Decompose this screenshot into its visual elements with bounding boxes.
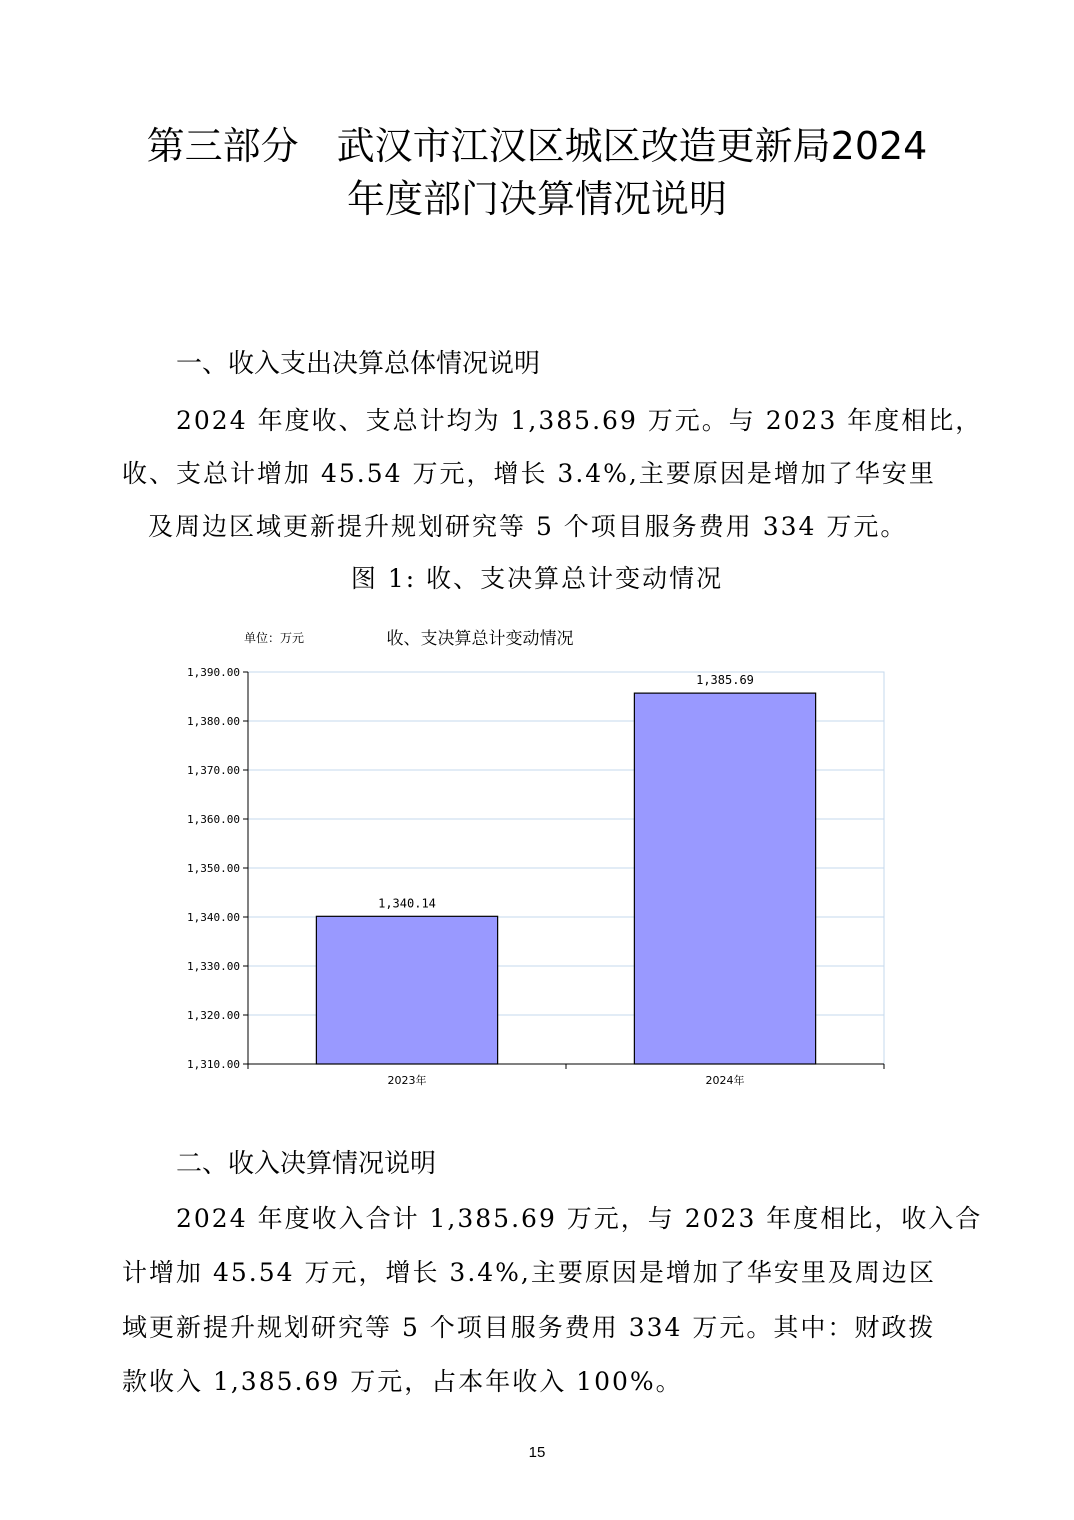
section-2-line-3: 域更新提升规划研究等 5 个项目服务费用 334 万元。其中：财政拨 — [122, 1313, 936, 1342]
y-tick-label: 1,360.00 — [187, 813, 240, 826]
figure-caption: 图 1: 收、支决算总计变动情况 — [350, 564, 724, 593]
y-tick-label: 1,330.00 — [187, 960, 240, 973]
x-tick-label: 2023年 — [387, 1074, 427, 1087]
section-1-line-1: 2024 年度收、支总计均为 1,385.69 万元。与 2023 年度相比， — [176, 406, 983, 435]
bar — [634, 693, 815, 1064]
chart-unit-label: 单位：万元 — [244, 631, 305, 645]
bar-data-label: 1,340.14 — [378, 896, 436, 911]
section-1-line-3: 及周边区域更新提升规划研究等 5 个项目服务费用 334 万元。 — [148, 512, 908, 541]
y-tick-label: 1,370.00 — [187, 764, 240, 777]
y-tick-label: 1,340.00 — [187, 911, 240, 924]
y-tick-label: 1,380.00 — [187, 715, 240, 728]
y-tick-label: 1,390.00 — [187, 666, 240, 679]
bar-data-label: 1,385.69 — [696, 673, 754, 688]
section-2-heading: 二、收入决算情况说明 — [176, 1149, 437, 1179]
section-1-heading: 一、收入支出决算总体情况说明 — [176, 349, 541, 379]
y-tick-label: 1,350.00 — [187, 862, 240, 875]
section-2-line-2: 计增加 45.54 万元，增长 3.4%,主要原因是增加了华安里及周边区 — [122, 1258, 936, 1287]
page-number: 15 — [528, 1444, 546, 1461]
section-1-line-2: 收、支总计增加 45.54 万元，增长 3.4%,主要原因是增加了华安里 — [122, 459, 936, 488]
bar — [316, 916, 497, 1064]
y-tick-label: 1,310.00 — [187, 1058, 240, 1071]
bar-chart — [160, 618, 900, 1098]
x-tick-label: 2024年 — [705, 1074, 745, 1087]
section-2-line-1: 2024 年度收入合计 1,385.69 万元，与 2023 年度相比，收入合 — [176, 1204, 983, 1233]
chart-title: 收、支决算总计变动情况 — [386, 629, 574, 649]
y-tick-label: 1,320.00 — [187, 1009, 240, 1022]
page-title-line-1: 第三部分 武汉市江汉区城区改造更新局2024 — [146, 124, 928, 168]
section-2-line-4: 款收入 1,385.69 万元，占本年收入 100%。 — [122, 1367, 683, 1396]
chart-bars — [316, 673, 815, 1064]
page-title-line-2: 年度部门决算情况说明 — [346, 177, 727, 221]
